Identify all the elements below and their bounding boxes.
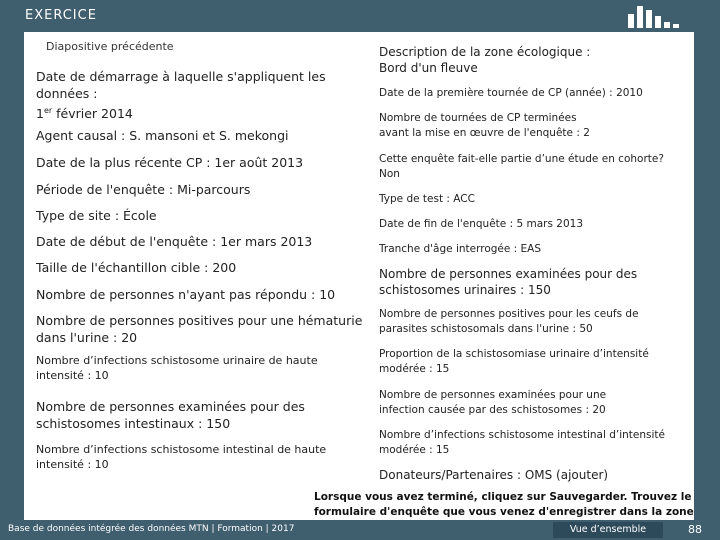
hematuria-positive-field[interactable]: Nombre de personnes positives pour une hématurie dans l'urine : 20	[36, 313, 363, 345]
save-instruction: Lorsque vous avez terminé, cliquez sur Sauvegarder. Trouvez le formulaire d'enquête que vous venez d'enregistrer dans la zone	[314, 491, 694, 518]
footer-caption: Base de données intégrée des données MTN | Formation | 2017	[8, 524, 295, 534]
egg-positive-field[interactable]: Nombre de personnes positives pour les ceufs de parasites schistosomals dans l'urine : 50	[379, 308, 639, 335]
high-intensity-intestinal-field[interactable]: Nombre d’infections schistosome intestinal de haute intensité : 10	[36, 443, 327, 471]
survey-end-date-field[interactable]: Date de fin de l'enquête : 5 mars 2013	[379, 218, 583, 230]
intestinal-examined-field[interactable]: Nombre de personnes examinées pour des schistosomes intestinaux : 150	[36, 399, 305, 431]
first-cp-year-field[interactable]: Date de la première tournée de CP (année) : 2010	[379, 87, 643, 99]
page-title: EXERCICE	[25, 8, 97, 23]
header-bar	[0, 0, 720, 32]
page-number: 88	[688, 523, 702, 536]
moderate-intestinal-field[interactable]: Nombre d’infections schistosome intestinal d’intensité modérée : 15	[379, 429, 665, 456]
test-type-field[interactable]: Type de test : ACC	[379, 193, 475, 205]
donors-field[interactable]: Donateurs/Partenaires : OMS (ajouter)	[379, 468, 609, 482]
cp-rounds-field[interactable]: Nombre de tournées de CP terminées avant la mise en œuvre de l'enquête : 2	[379, 112, 590, 139]
ecological-zone-field[interactable]: Description de la zone écologique : Bord d'un fleuve	[379, 45, 591, 75]
bar-logo-icon	[628, 6, 690, 28]
survey-start-date-field[interactable]: Date de début de l'enquête : 1er mars 2013	[36, 234, 313, 249]
survey-period-field[interactable]: Période de l'enquête : Mi-parcours	[36, 182, 251, 197]
target-sample-size-field[interactable]: Taille de l'échantillon cible : 200	[36, 260, 237, 275]
overview-button[interactable]: Vue d’ensemble	[553, 522, 663, 538]
start-date-field[interactable]: Date de démarrage à laquelle s'appliquent les données : 1er février 2014	[36, 69, 326, 122]
age-range-field[interactable]: Tranche d'âge interrogée : EAS	[379, 243, 542, 255]
previous-slide-link[interactable]: Diapositive précédente	[46, 40, 174, 53]
infection-examined-field[interactable]: Nombre de personnes examinées pour une infection causée par des schistosomes : 20	[379, 389, 607, 416]
recent-cp-date-field[interactable]: Date de la plus récente CP : 1er août 2013	[36, 155, 304, 170]
urinary-examined-field[interactable]: Nombre de personnes examinées pour des schistosomes urinaires : 150	[379, 267, 638, 297]
causal-agent-field[interactable]: Agent causal : S. mansoni et S. mekongi	[36, 128, 289, 143]
site-type-field[interactable]: Type de site : École	[36, 208, 157, 223]
content-panel	[24, 32, 694, 520]
footer-bar	[0, 520, 720, 540]
cohort-study-field[interactable]: Cette enquête fait-elle partie d’une étude en cohorte? Non	[379, 153, 664, 180]
moderate-urinary-field[interactable]: Proportion de la schistosomiase urinaire d’intensité modérée : 15	[379, 348, 649, 375]
high-intensity-urinary-field[interactable]: Nombre d’infections schistosome urinaire de haute intensité : 10	[36, 354, 318, 382]
non-response-field[interactable]: Nombre de personnes n'ayant pas répondu : 10	[36, 287, 336, 302]
